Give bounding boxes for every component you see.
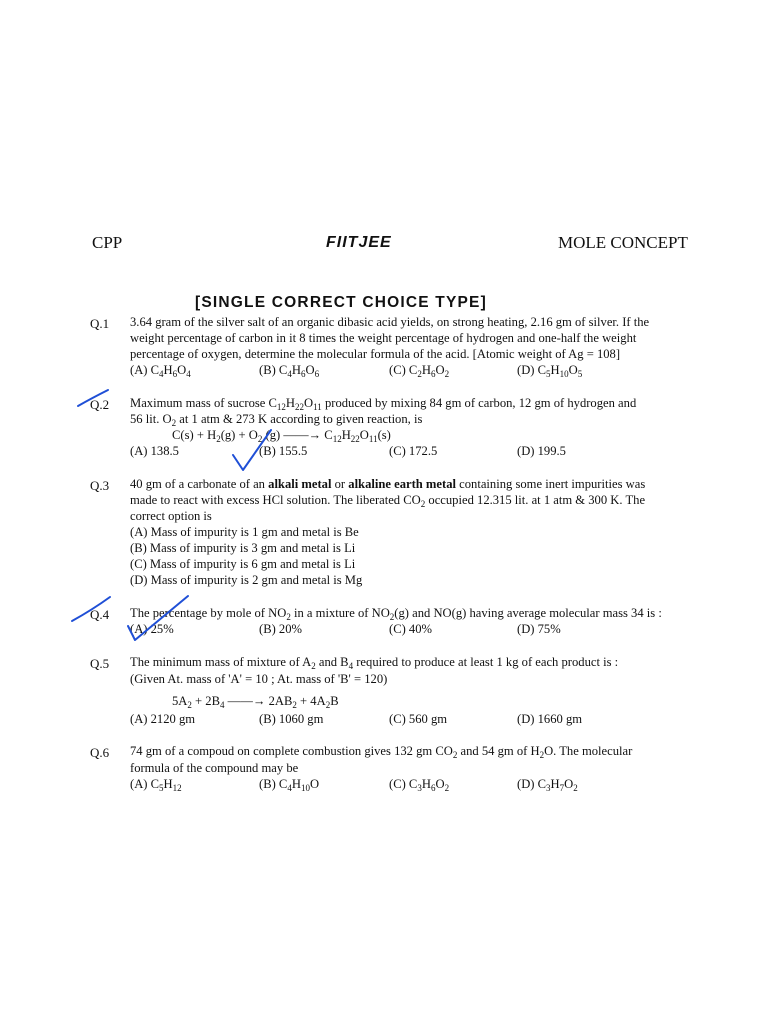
option-a: (A) $C_5H_{12}$ xyxy=(130,777,182,793)
option-d: (D) Mass of impurity is 2 gm and metal is Mg xyxy=(130,573,363,587)
question-text-line: 74 gm of a compoud on complete combustion gives 132 gm $CO_2$ and 54 gm of $H_2O$. The molecular xyxy=(130,744,633,760)
question-number: Q.4 xyxy=(90,607,110,622)
question-text-line: formula of the compound may be xyxy=(130,761,299,775)
option-d: (D) $C_3H_7O_2$ xyxy=(517,777,578,793)
option-b: (B) 20% xyxy=(259,622,303,636)
option-c: (C) 172.5 xyxy=(389,444,438,458)
reaction-equation: $C(s) + H_2(g) + O_2$ (g) ——→ $C_{12}H_{22}O_{11}(s)$ xyxy=(172,428,391,444)
header-right-title: MOLE CONCEPT xyxy=(558,233,688,252)
option-d: (D) 1660 gm xyxy=(517,712,583,726)
question-text-line: weight percentage of carbon in it 8 times the weight percentage of hydrogen and one-half the weight xyxy=(130,331,637,345)
option-c: (C) 40% xyxy=(389,622,433,636)
option-d: (D) $C_5H_{10}O_5$ xyxy=(517,363,583,379)
option-b: (B) 1060 gm xyxy=(259,712,324,726)
question-number: Q.5 xyxy=(90,656,110,671)
question-text-line: Maximum mass of sucrose $C_{12}H_{22}O_{11}$ produced by mixing 84 gm of carbon, 12 gm of hydrogen and xyxy=(130,396,637,412)
option-b: (B) 155.5 xyxy=(259,444,308,458)
option-c: (C) Mass of impurity is 6 gm and metal is Li xyxy=(130,557,356,571)
option-b: (B) Mass of impurity is 3 gm and metal is Li xyxy=(130,541,356,555)
option-b: (B) $C_4H_6O_6$ xyxy=(259,363,320,379)
option-a: (A) Mass of impurity is 1 gm and metal is Be xyxy=(130,525,359,539)
question-text-line: 3.64 gram of the silver salt of an organic dibasic acid yields, on strong heating, 2.16 gm of silver. If the xyxy=(130,315,650,329)
question-number: Q.3 xyxy=(90,478,110,493)
option-d: (D) 75% xyxy=(517,622,561,636)
question-text-line: 56 lit. $O_2$ at 1 atm & 273 K according to given reaction, is xyxy=(130,412,423,428)
brand-logo: FIITJEE xyxy=(326,234,392,251)
option-c: (C) 560 gm xyxy=(389,712,448,726)
question-number: Q.6 xyxy=(90,745,110,760)
question-text-line: 40 gm of a carbonate of an alkali metal or alkaline earth metal containing some inert impurities was xyxy=(130,477,646,491)
option-a: (A) 138.5 xyxy=(130,444,179,458)
option-b: (B) $C_4H_{10}O$ xyxy=(259,777,320,793)
question-text-line: The percentage by mole of $NO_2$ in a mixture of $NO_2(g)$ and NO(g) having average molecular mass 34 is : xyxy=(130,606,662,622)
option-a: (A) 25% xyxy=(130,622,174,636)
question-text-line: percentage of oxygen, determine the molecular formula of the acid. [Atomic weight of Ag = 108] xyxy=(130,347,621,361)
reaction-equation: $5A_2 + 2B_4$ ——→ $2AB_2 + 4A_2B$ xyxy=(172,694,339,710)
section-title: [SINGLE CORRECT CHOICE TYPE] xyxy=(195,294,487,311)
question-number: Q.2 xyxy=(90,397,110,412)
option-c: (C) $C_2H_6O_2$ xyxy=(389,363,450,379)
option-a: (A) 2120 gm xyxy=(130,712,196,726)
question-text-line: (Given At. mass of 'A' = 10 ; At. mass of 'B' = 120) xyxy=(130,672,388,686)
question-text-line: The minimum mass of mixture of $A_2$ and $B_4$ required to produce at least 1 kg of each product is : xyxy=(130,655,619,671)
question-number: Q.1 xyxy=(90,316,110,331)
option-d: (D) 199.5 xyxy=(517,444,566,458)
option-a: (A) $C_4H_6O_4$ xyxy=(130,363,191,379)
question-text-line: made to react with excess HCl solution. The liberated $CO_2$ occupied 12.315 lit. at 1 atm & 300 K. The xyxy=(130,493,646,509)
question-text-line: correct option is xyxy=(130,509,212,523)
option-c: (C) $C_3H_6O_2$ xyxy=(389,777,450,793)
header-left-label: CPP xyxy=(92,233,123,252)
